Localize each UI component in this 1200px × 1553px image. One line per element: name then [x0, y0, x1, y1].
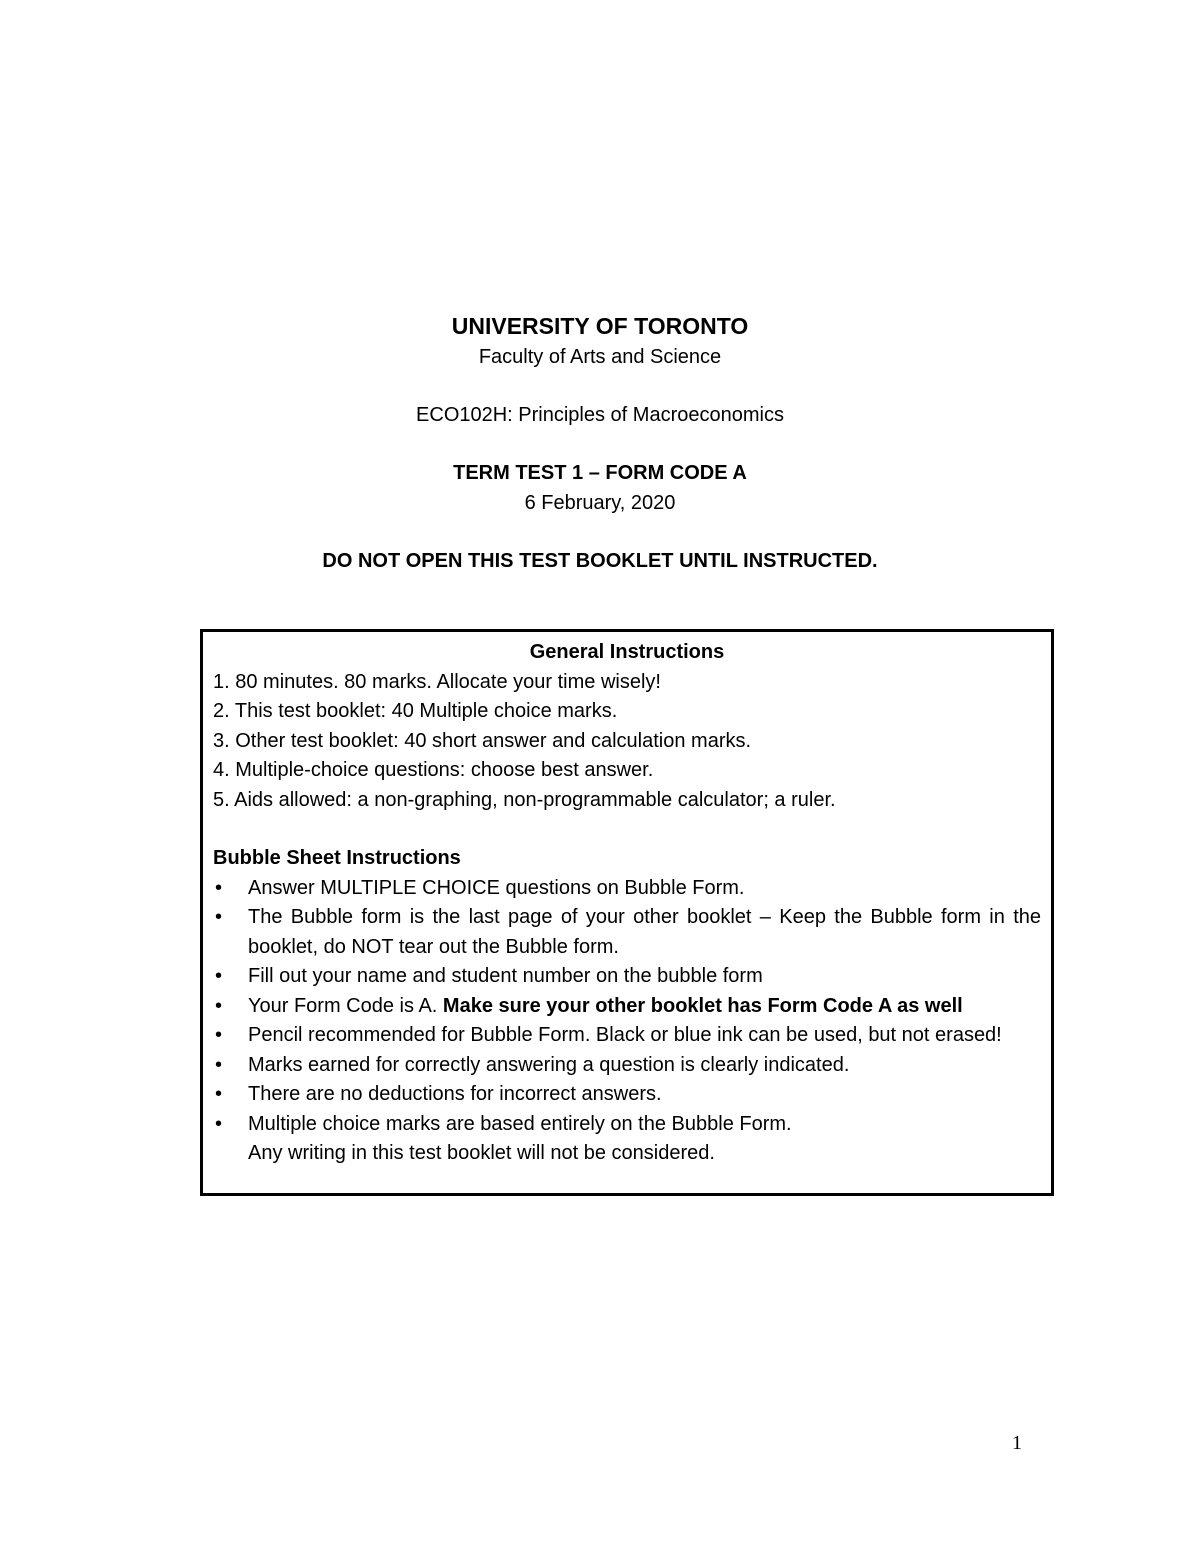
faculty-name: Faculty of Arts and Science: [478, 346, 722, 368]
bubble-instruction-3: Fill out your name and student number on the bubble form: [248, 965, 763, 987]
list-item: [213, 1021, 1041, 1051]
course-title: ECO102H: Principles of Macroeconomics: [416, 404, 784, 426]
final-note: Any writing in this test booklet will not be considered.: [248, 1142, 715, 1164]
bullet-icon: •: [215, 1112, 223, 1135]
bullet-icon: •: [215, 965, 223, 987]
bullet-icon: •: [215, 1083, 223, 1105]
bullet-icon: •: [215, 1024, 223, 1046]
bubble-instruction-4: Your Form Code is A.: [248, 994, 438, 1017]
test-date: 6 February, 2020: [524, 492, 676, 514]
general-instruction-4: 4. Multiple-choice questions: choose best answer.: [213, 759, 654, 781]
bubble-instruction-8: Multiple choice marks are based entirely on the Bubble Form.: [248, 1112, 792, 1135]
bubble-instruction-5: Pencil recommended for Bubble Form. Black or blue ink can be used, but not erased!: [248, 1024, 1002, 1046]
general-instruction-2: 2. This test booklet: 40 Multiple choice marks.: [213, 700, 618, 722]
bullet-icon: •: [215, 906, 223, 928]
list-item: [213, 903, 1041, 962]
bubble-instruction-7: There are no deductions for incorrect answers.: [248, 1083, 662, 1105]
bubble-instruction-1: Answer MULTIPLE CHOICE questions on Bubble Form.: [248, 876, 745, 899]
bubble-instructions-title: Bubble Sheet Instructions: [213, 847, 461, 869]
list-item: [213, 1080, 1041, 1110]
general-instructions-title: General Instructions: [529, 641, 725, 663]
form-code-emphasis: Make sure your other booklet has Form Code A as well: [442, 994, 963, 1017]
list-item: [213, 1110, 1041, 1140]
list-item: [213, 962, 1041, 992]
page-number: 1: [1012, 1432, 1022, 1454]
bullet-icon: •: [215, 1053, 223, 1076]
title-block: [0, 310, 1200, 576]
bullet-icon: •: [215, 994, 223, 1017]
university-name: UNIVERSITY OF TORONTO: [451, 313, 749, 339]
bubble-instructions-list: [213, 874, 1041, 1140]
general-instruction-3: 3. Other test booklet: 40 short answer and calculation marks.: [213, 729, 752, 752]
list-item: [213, 874, 1041, 904]
list-item: [213, 1051, 1041, 1081]
instructions-box: [200, 629, 1054, 1196]
general-instruction-1: 1. 80 minutes. 80 marks. Allocate your time wisely!: [213, 670, 661, 693]
list-item: [213, 992, 1041, 1022]
warning-text: DO NOT OPEN THIS TEST BOOKLET UNTIL INSTRUCTED.: [322, 550, 878, 572]
bubble-instruction-6: Marks earned for correctly answering a question is clearly indicated.: [248, 1053, 850, 1076]
general-instruction-5: 5. Aids allowed: a non-graphing, non-programmable calculator; a ruler.: [213, 788, 836, 811]
test-title: TERM TEST 1 – FORM CODE A: [453, 462, 747, 484]
bullet-icon: •: [215, 876, 223, 899]
bubble-instruction-2: The Bubble form is the last page of your other booklet – Keep the Bubble form in the booklet, do NOT tear out the Bubble form.: [248, 906, 1041, 958]
